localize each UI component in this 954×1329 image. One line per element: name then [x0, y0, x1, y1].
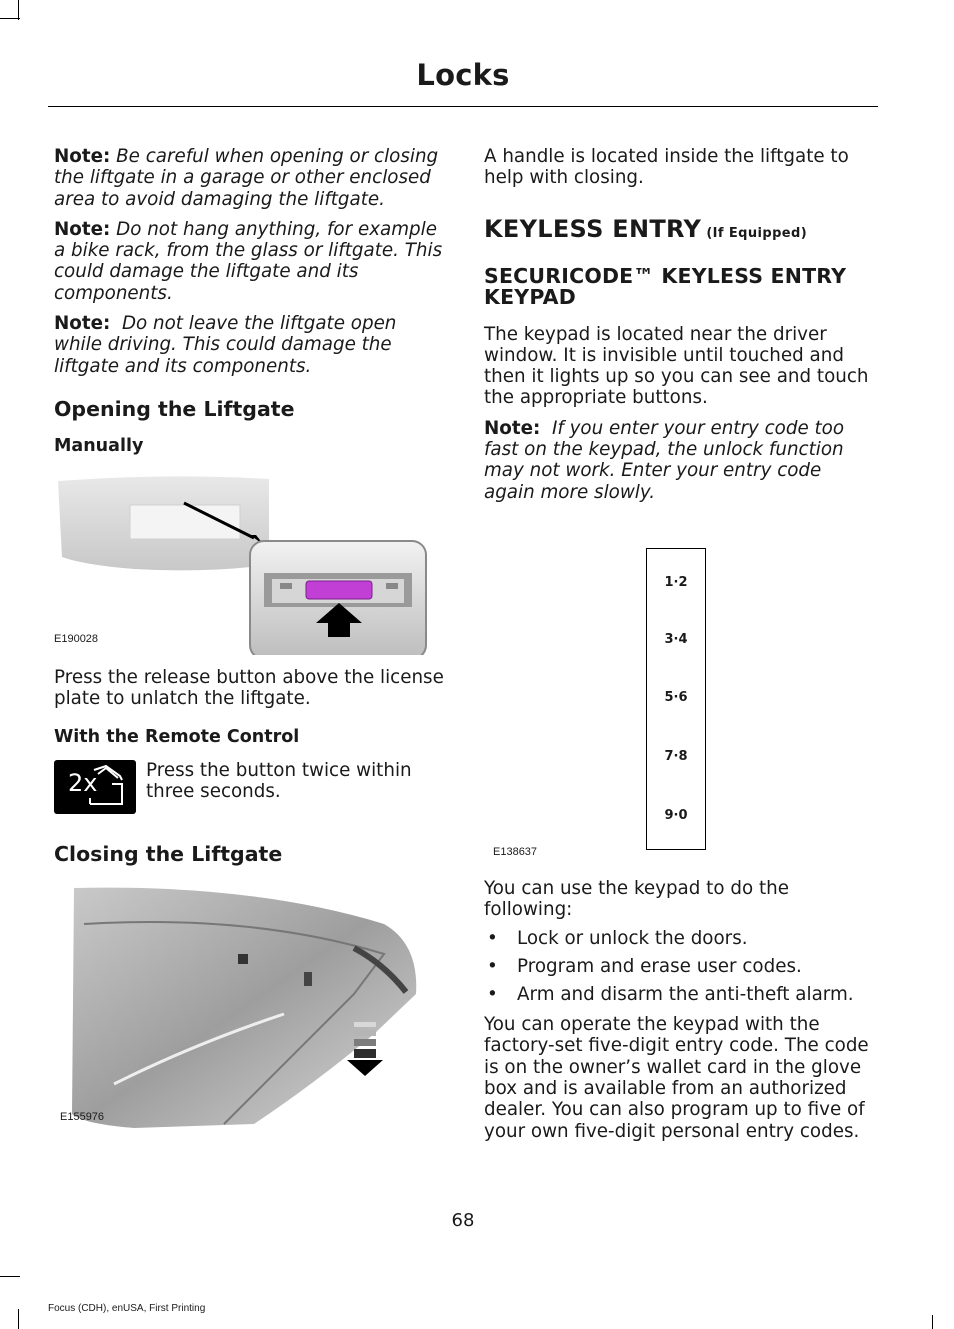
keyless-entry-title: KEYLESS ENTRY	[484, 214, 702, 243]
keypad-button-5-6: 5·6	[664, 689, 688, 705]
liftgate-interior-illustration	[54, 884, 446, 1139]
keyless-entry-heading	[484, 215, 876, 243]
liftgate-closing-figure	[54, 884, 446, 1139]
remote-instructions: Press the button twice within three seconds.	[146, 759, 412, 802]
edition-footer: Focus (CDH), enUSA, First Printing	[48, 1303, 206, 1314]
manually-heading: Manually	[54, 435, 144, 456]
handle-text: A handle is located inside the liftgate to help with closing.	[484, 146, 849, 189]
keypad-button-1-2: 1·2	[664, 574, 688, 590]
list-item-text: Program and erase user codes.	[517, 955, 802, 977]
note-3	[54, 313, 446, 377]
right-column	[484, 146, 876, 1142]
figure-caption: E138637	[493, 845, 538, 858]
crop-mark	[18, 1309, 19, 1329]
entry-code-text: You can operate the keypad with the factory-set five-digit entry code. The code is on the owner’s wallet card in the glove box and is available from an authorized dealer. You can also program up to five of your own five-digit personal entry codes.	[484, 1014, 869, 1142]
keypad-uses-intro: You can use the keypad to do the following:	[484, 877, 789, 921]
list-item: • Program and erase user codes.	[487, 955, 802, 977]
release-instructions: Press the release button above the license plate to unlatch the liftgate.	[54, 666, 444, 710]
securicode-heading: SECURICODE™ KEYLESS ENTRY KEYPAD	[484, 263, 847, 309]
remote-control-heading: With the Remote Control	[54, 726, 300, 747]
crop-mark	[932, 1315, 933, 1329]
if-equipped-label: (If Equipped)	[706, 225, 808, 241]
keypad-button-7-8: 7·8	[664, 748, 688, 764]
list-item-text: Lock or unlock the doors.	[517, 927, 748, 949]
note-text: Do not hang anything, for example a bike rack, from the glass or liftgate. This could damage the liftgate and its components.	[54, 218, 443, 304]
keypad-location-text: The keypad is located near the driver window. It is invisible until touched and then it lights up so you can see and touch the appropriate buttons.	[484, 323, 869, 409]
note-text: Do not leave the liftgate open while driving. This could damage the liftgate and its components.	[54, 313, 397, 377]
crop-mark	[18, 0, 19, 20]
note-text: If you enter your entry code too fast on the keypad, the unlock function may not work. Enter your entry code again more slowly.	[484, 417, 845, 503]
note-label: Note:	[54, 313, 111, 335]
title-divider	[48, 106, 878, 107]
left-column	[54, 146, 446, 1139]
note-label: Note:	[54, 218, 111, 240]
crop-mark	[0, 18, 20, 19]
keypad-button-3-4: 3·4	[664, 631, 688, 647]
keypad-note	[484, 418, 876, 503]
page-title: Locks	[416, 58, 510, 92]
page-number: 68	[451, 1210, 475, 1231]
liftgate-release-figure	[54, 465, 446, 655]
note-text: Be careful when opening or closing the liftgate in a garage or other enclosed area to avoid damaging the liftgate.	[54, 146, 439, 210]
list-item: • Lock or unlock the doors.	[487, 927, 748, 949]
figure-caption: E190028	[54, 632, 99, 645]
note-label: Note:	[484, 417, 541, 439]
crop-mark	[0, 1276, 20, 1277]
liftgate-remote-icon	[54, 760, 136, 814]
liftgate-release-illustration	[54, 465, 446, 655]
keypad-panel	[646, 548, 706, 850]
figure-caption: E155976	[60, 1110, 105, 1123]
press-count-label: 2x	[68, 768, 98, 797]
keypad-button-9-0: 9·0	[664, 807, 688, 823]
note-label: Note:	[54, 146, 111, 167]
list-item: • Arm and disarm the anti-theft alarm.	[487, 983, 854, 1005]
keypad-figure	[484, 503, 876, 863]
opening-liftgate-heading: Opening the Liftgate	[54, 396, 295, 421]
closing-liftgate-heading: Closing the Liftgate	[54, 841, 283, 866]
remote-control-row	[54, 760, 446, 822]
keypad-uses-list	[484, 928, 876, 1005]
note-1	[54, 146, 446, 210]
list-item-text: Arm and disarm the anti-theft alarm.	[517, 983, 854, 1005]
note-2	[54, 219, 446, 304]
